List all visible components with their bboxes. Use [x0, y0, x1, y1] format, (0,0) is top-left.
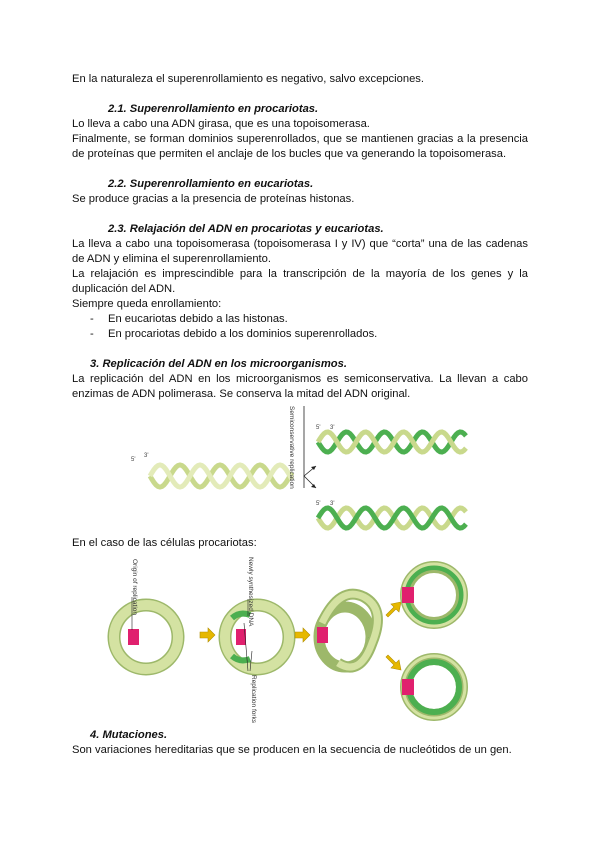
daughter-bottom-3-prime-label: 3'	[330, 501, 335, 507]
section-2-2-heading: 2.2. Superenrollamiento en eucariotas.	[108, 178, 314, 190]
parent-5-prime-label: 5'	[131, 457, 136, 463]
daughter-helix-bottom	[318, 508, 466, 528]
semiconservative-label: Semiconservative replication	[288, 406, 295, 489]
semiconservative-replication-figure	[72, 402, 528, 542]
section-2-3-paragraph-3: Siempre queda enrollamiento:	[72, 298, 222, 310]
parent-helix	[150, 465, 292, 487]
step-arrow-4	[386, 655, 401, 670]
replication-forks-label: Replication forks	[250, 675, 257, 724]
section-2-1-paragraph-1: Lo lleva a cabo una ADN girasa, que es una topoisomerasa.	[72, 118, 370, 130]
section-2-2-paragraph-1: Se produce gracias a la presencia de proteínas histonas.	[72, 193, 355, 205]
step-arrow-3	[386, 602, 401, 617]
section-2-3-paragraph-2: La relajación es imprescindible para la transcripción de la mayoría de los genes y la duplicación del ADN.	[72, 268, 528, 295]
section-4-heading: 4. Mutaciones.	[90, 729, 168, 741]
daughter-top-5-prime-label: 5'	[316, 425, 321, 431]
prokaryote-caption: En el caso de las células procariotas:	[72, 537, 257, 549]
daughter-plasmid-top	[402, 564, 465, 626]
section-2-3-heading: 2.3. Relajación del ADN en procariotas y eucariotas.	[108, 223, 384, 235]
origin-label-line-1: Origin of replication	[131, 559, 138, 615]
daughter-bottom-5-prime-label: 5'	[316, 501, 321, 507]
daughter-top-3-prime-label: 3'	[330, 425, 335, 431]
step-arrow-2	[295, 628, 310, 642]
plasmid-circle-1	[114, 597, 178, 669]
section-3-heading: 3. Replicación del ADN en los microorganismos.	[90, 358, 347, 370]
daughter-helix-top	[318, 432, 466, 452]
daughter-plasmid-bottom	[402, 656, 465, 718]
section-2-3-paragraph-1: La lleva a cabo una topoisomerasa (topoisomerasa I y IV) que “corta” una de las cadenas de ADN y elimina el superenrollamiento.	[72, 238, 528, 265]
list-item: - En eucariotas debido a las histonas.	[72, 312, 528, 327]
intro-paragraph: En la naturaleza el superenrollamiento es negativo, salvo excepciones.	[72, 73, 424, 85]
enrollment-list	[72, 312, 528, 342]
section-2-1-heading: 2.1. Superenrollamiento en procariotas.	[108, 103, 319, 115]
plasmid-circle-3	[317, 594, 377, 667]
list-item: - En procariotas debido a los dominios superenrollados.	[72, 327, 528, 342]
parent-3-prime-label: 3'	[144, 453, 149, 459]
section-2-1-paragraph-2: Finalmente, se forman dominios superenrollados, que se mantienen gracias a la presencia de proteínas que permiten el anclaje de los bucles que va generando la topoisomerasa.	[72, 133, 528, 160]
document-page	[72, 72, 528, 758]
prokaryote-replication-figure	[72, 551, 528, 726]
section-3-paragraph-1: La replicación del ADN en los microorganismos es semiconservativa. La llevan a cabo enzimas de ADN polimerasa. Se conserva la mitad del ADN original.	[72, 373, 528, 400]
step-arrow-1	[200, 628, 215, 642]
plasmid-circle-2	[225, 599, 289, 671]
newly-synthesized-label: Newly synthesized DNA	[247, 557, 254, 627]
section-4-paragraph-1: Son variaciones hereditarias que se producen en la secuencia de nucleótidos de un gen.	[72, 744, 512, 756]
